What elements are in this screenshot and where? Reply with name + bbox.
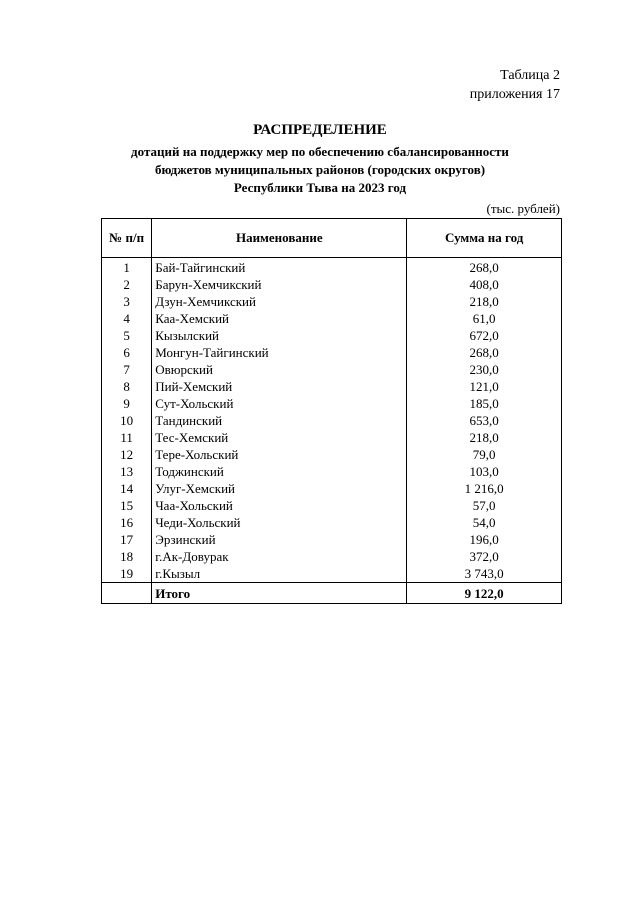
row-name: г.Кызыл [152, 565, 407, 583]
table-row [102, 412, 562, 429]
table-row [102, 531, 562, 548]
row-amount: 268,0 [407, 258, 562, 277]
table-row [102, 258, 562, 277]
row-name: Монгун-Тайгинский [152, 344, 407, 361]
title-line-2: бюджетов муниципальных районов (городских округов) [154, 162, 486, 177]
title-line-3: Республики Тыва на 2023 год [233, 180, 407, 195]
table-row [102, 565, 562, 583]
table-row [102, 361, 562, 378]
table-row [102, 327, 562, 344]
row-number: 12 [102, 446, 152, 463]
row-name: Кызылский [152, 327, 407, 344]
row-name: Пий-Хемский [152, 378, 407, 395]
column-header-amount: Сумма на год [407, 219, 562, 258]
row-name: Улуг-Хемский [152, 480, 407, 497]
row-amount: 3 743,0 [407, 565, 562, 583]
row-number: 1 [102, 258, 152, 277]
table-row [102, 480, 562, 497]
row-number: 19 [102, 565, 152, 583]
table-body [102, 258, 562, 604]
row-amount: 672,0 [407, 327, 562, 344]
row-name: Эрзинский [152, 531, 407, 548]
table-row [102, 293, 562, 310]
row-name: Сут-Хольский [152, 395, 407, 412]
table-header-row [102, 219, 562, 258]
total-label: Итого [152, 583, 407, 604]
document-title [0, 120, 640, 197]
distribution-table [101, 218, 562, 604]
row-number: 6 [102, 344, 152, 361]
row-number: 2 [102, 276, 152, 293]
row-name: Дзун-Хемчикский [152, 293, 407, 310]
table-row [102, 548, 562, 565]
table-row [102, 463, 562, 480]
row-number: 17 [102, 531, 152, 548]
row-amount: 79,0 [407, 446, 562, 463]
row-name: Чаа-Хольский [152, 497, 407, 514]
row-number: 5 [102, 327, 152, 344]
title-main: РАСПРЕДЕЛЕНИЕ [253, 122, 387, 138]
row-name: Тере-Хольский [152, 446, 407, 463]
row-amount: 185,0 [407, 395, 562, 412]
table-row [102, 395, 562, 412]
column-header-number: № п/п [102, 219, 152, 258]
row-number: 13 [102, 463, 152, 480]
table-row [102, 497, 562, 514]
table-row [102, 276, 562, 293]
row-amount: 372,0 [407, 548, 562, 565]
row-name: Овюрский [152, 361, 407, 378]
column-header-name: Наименование [152, 219, 407, 258]
table-row [102, 344, 562, 361]
appendix-label: приложения 17 [469, 87, 560, 102]
table-row [102, 310, 562, 327]
row-name: Тоджинский [152, 463, 407, 480]
row-name: Тандинский [152, 412, 407, 429]
row-number: 9 [102, 395, 152, 412]
row-number: 15 [102, 497, 152, 514]
document-header [470, 66, 560, 104]
row-amount: 218,0 [407, 293, 562, 310]
row-amount: 230,0 [407, 361, 562, 378]
row-number: 10 [102, 412, 152, 429]
row-amount: 61,0 [407, 310, 562, 327]
row-number: 3 [102, 293, 152, 310]
table-row [102, 446, 562, 463]
row-amount: 653,0 [407, 412, 562, 429]
row-name: г.Ак-Довурак [152, 548, 407, 565]
row-number: 4 [102, 310, 152, 327]
table-number-label: Таблица 2 [500, 68, 560, 83]
row-number: 11 [102, 429, 152, 446]
row-number: 14 [102, 480, 152, 497]
title-line-1: дотаций на поддержку мер по обеспечению сбалансированности [131, 144, 509, 159]
row-number: 18 [102, 548, 152, 565]
table-row [102, 429, 562, 446]
row-amount: 54,0 [407, 514, 562, 531]
row-name: Тес-Хемский [152, 429, 407, 446]
row-amount: 218,0 [407, 429, 562, 446]
row-amount: 57,0 [407, 497, 562, 514]
table-total-row [102, 583, 562, 604]
table-row [102, 378, 562, 395]
row-number: 7 [102, 361, 152, 378]
total-amount: 9 122,0 [407, 583, 562, 604]
row-name: Бай-Тайгинский [152, 258, 407, 277]
row-amount: 408,0 [407, 276, 562, 293]
table-row [102, 514, 562, 531]
row-amount: 196,0 [407, 531, 562, 548]
row-number: 8 [102, 378, 152, 395]
row-amount: 121,0 [407, 378, 562, 395]
row-name: Барун-Хемчикский [152, 276, 407, 293]
row-amount: 103,0 [407, 463, 562, 480]
row-name: Каа-Хемский [152, 310, 407, 327]
units-label: (тыс. рублей) [486, 201, 560, 216]
total-number-cell [102, 583, 152, 604]
row-number: 16 [102, 514, 152, 531]
row-amount: 1 216,0 [407, 480, 562, 497]
row-amount: 268,0 [407, 344, 562, 361]
row-name: Чеди-Хольский [152, 514, 407, 531]
